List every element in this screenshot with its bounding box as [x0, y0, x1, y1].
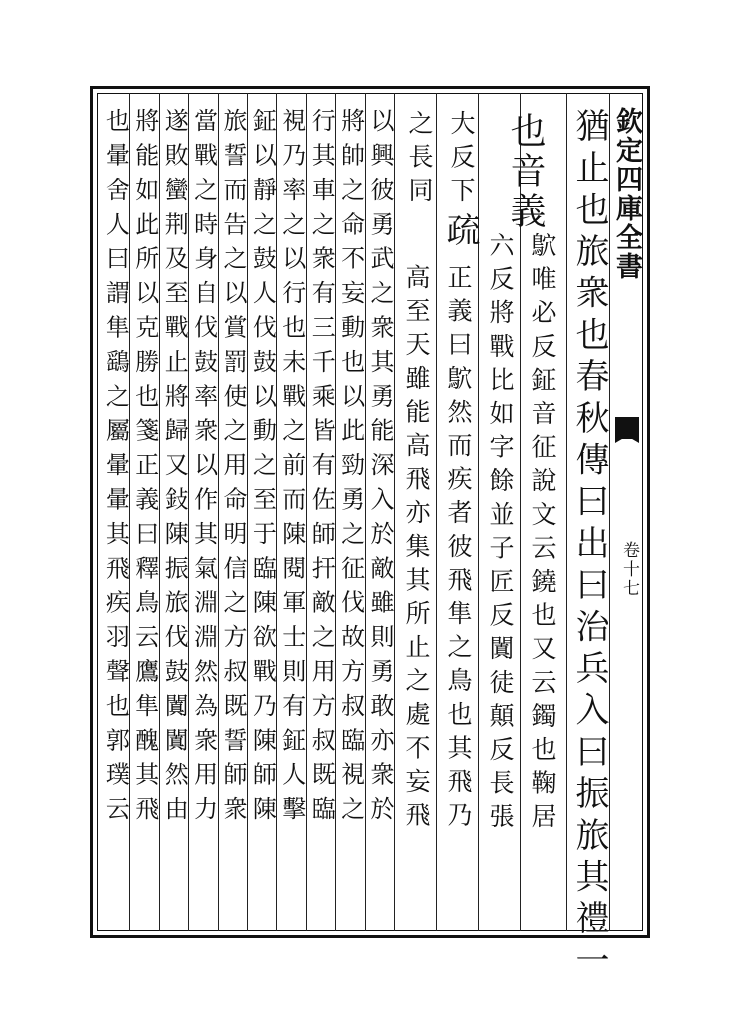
text-column-15: 也暈舍人曰謂隼鷂之屬暈暈其飛疾羽聲也郭璞云: [101, 108, 130, 831]
text-column-11: 旅誓而告之以賞罰使之用命明信之方叔既誓師衆: [219, 108, 247, 831]
column-rule: [394, 93, 395, 931]
column-rule: [188, 93, 189, 931]
text-column-7: 將帥之命不妄動也以此勁勇之征伐故方叔臨視之: [336, 108, 365, 831]
fishtail-icon: [613, 415, 641, 445]
text-column-6: 以興彼勇武之衆其勇能深入於敵雖則勇敢亦衆於: [366, 108, 394, 831]
column-rule: [306, 93, 307, 931]
column-rule: [335, 93, 336, 931]
text-column-2: 鴥唯必反鉦音征說文云鐃也又云鐲也鞠居: [528, 232, 557, 837]
text-column-14: 將能如此所以克勝也箋正義曰釋鳥云鷹隼醜其飛: [130, 108, 159, 831]
text-column-3: 六反將戰比如字餘並子匠反闐徒顛反長張: [486, 232, 515, 837]
text-column-8: 行其車之衆有三千乘皆有佐師扞敵之用方叔既臨: [307, 108, 336, 831]
text-column-12: 當戰之時身自伐鼓率衆以作其氣淵淵然為衆用力: [189, 108, 218, 831]
column-rule: [276, 93, 277, 931]
column-rule: [159, 93, 160, 931]
text-column-4-head: 大反下: [447, 110, 476, 211]
banxin-strip: [609, 93, 643, 931]
text-column-4: 正義曰鴥然而疾者彼飛隼之鳥也其飛乃: [444, 264, 473, 836]
column-rule: [247, 93, 248, 931]
column-rule: [566, 93, 567, 931]
column-rule: [129, 93, 130, 931]
text-column-9: 視乃率之以行也未戰之前而陳閱軍士則有鉦人擊: [277, 108, 306, 831]
text-column-10: 鉦以靜之鼓人伐鼓以動之至于臨陳欲戰乃陳師陳: [248, 108, 277, 831]
book-title: 欽定四庫全書: [611, 107, 642, 281]
text-column-1: 猶止也旅衆也春秋傳曰出曰治兵入曰振旅其禮一: [569, 108, 609, 984]
text-column-5-head: 之長同: [405, 110, 434, 211]
section-head-yinyi: 也音義: [505, 112, 546, 232]
column-rule: [218, 93, 219, 931]
text-column-13: 遂敗蠻荆及至戰止將歸又鈙陳振旅伐鼓闐闐然由: [160, 108, 189, 831]
juan-number: 卷十七: [619, 541, 639, 598]
text-column-5: 高至天雖能高飛亦集其所止之處不妄飛: [402, 264, 431, 836]
column-rule: [365, 93, 366, 931]
shu-mark: 疏: [440, 212, 480, 250]
